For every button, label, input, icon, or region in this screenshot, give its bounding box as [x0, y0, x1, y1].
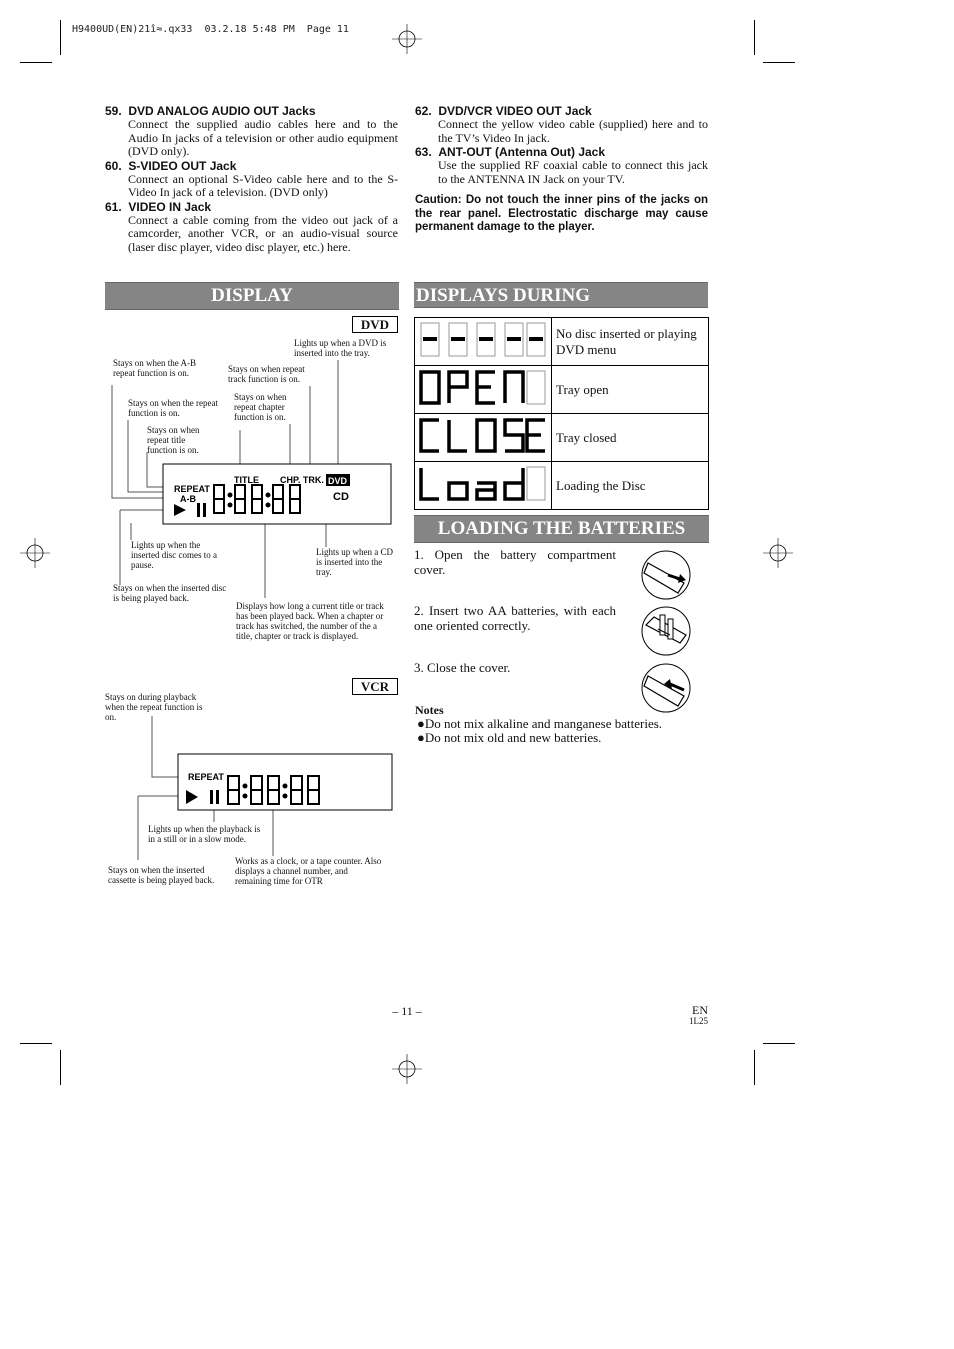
seg-load-icon: [415, 462, 551, 505]
print-slug: H9400UD(EN)21î≈.qx33 03.2.18 5:48 PM Page 11: [72, 24, 349, 35]
lcd-dvd-label: DVD: [328, 476, 348, 486]
annotation-play: Stays on when the inserted disc is being played back.: [113, 583, 227, 603]
batteries-heading: LOADING THE BATTERIES: [414, 515, 709, 543]
seg-dashes-icon: [415, 318, 551, 361]
item-title: 63. ANT-OUT (Antenna Out) Jack: [415, 145, 606, 159]
vcr-pause-icon: [210, 790, 213, 804]
state-label: Tray closed: [552, 414, 709, 462]
crop-mark: [763, 62, 795, 63]
battery-step-3: 3. Close the cover.: [414, 660, 511, 675]
lcd-cd-label: CD: [333, 491, 349, 503]
pause-icon: [197, 503, 200, 517]
crop-mark: [754, 1050, 755, 1085]
seg-close-icon: [415, 414, 551, 457]
operation-table: [414, 317, 709, 510]
lcd-ab-label: A-B: [180, 494, 196, 504]
annotation-vcr-still: Lights up when the playback is in a still or in a slow mode.: [148, 824, 261, 844]
item-60: [105, 159, 398, 200]
registration-mark-bottom: [392, 1054, 422, 1084]
item-body: Connect a cable coming from the video out jack of a camcorder, another VCR, or an audio-visual source (laser disc player, video disc player, etc.) here.: [128, 212, 398, 254]
crop-mark: [60, 1050, 61, 1085]
language-code: EN: [692, 1003, 708, 1017]
state-label: No disc inserted or playing DVD menu: [552, 318, 709, 366]
annotation-cd-tray: Lights up when a CD is inserted into the tray.: [316, 547, 393, 577]
dvd-tag: DVD: [352, 316, 398, 333]
item-62: [415, 104, 708, 145]
lcd-chp-trk-label: CHP. TRK.: [280, 475, 324, 485]
remote-close-cover-icon: [640, 662, 692, 714]
crop-mark: [763, 1043, 795, 1044]
annotation-vcr-play: Stays on when the inserted cassette is being played back.: [108, 865, 215, 885]
state-label: Tray open: [552, 366, 709, 414]
crop-mark: [20, 62, 52, 63]
jack-list-left: [105, 104, 398, 254]
segment-display: [415, 414, 552, 462]
bullet-icon: ●: [417, 730, 425, 745]
segment-display: [415, 318, 552, 366]
table-row: [415, 366, 709, 414]
crop-mark: [60, 20, 61, 55]
notes-title: Notes: [415, 703, 444, 717]
registration-mark-top: [392, 24, 422, 54]
item-59: [105, 104, 398, 159]
state-label: Loading the Disc: [552, 462, 709, 510]
item-body: Connect an optional S-Video cable here and to the S-Video In jack of a television. (DVD only): [128, 171, 398, 199]
item-title: 60. S-VIDEO OUT Jack: [105, 158, 237, 173]
page-number: – 11 –: [392, 1004, 422, 1018]
annotation-dvd-tray: Lights up when a DVD is inserted into the tray.: [294, 338, 387, 358]
crop-mark: [754, 20, 755, 55]
item-63: [415, 145, 708, 186]
lcd-title-label: TITLE: [234, 475, 259, 485]
notes-list: [417, 717, 662, 745]
annotation-title-repeat: Stays on when repeat title function is on.: [147, 425, 200, 455]
remote-open-cover-icon: [640, 549, 692, 601]
vcr-lcd-repeat-label: REPEAT: [188, 772, 224, 782]
dvd-display-panel: [100, 330, 400, 605]
jack-list-right: [415, 104, 708, 235]
item-body: Connect the yellow video cable (supplied) here and to the TV’s Video In jack.: [438, 117, 708, 145]
item-61: [105, 200, 398, 255]
table-row: [415, 414, 709, 462]
annotation-chapter-repeat: Stays on when repeat chapter function is on.: [234, 392, 287, 422]
annotation-pause: Lights up when the inserted disc comes to a pause.: [131, 540, 217, 570]
lcd-repeat-label: REPEAT: [174, 484, 210, 494]
annotation-time: Displays how long a current title or track has been played back. When a chapter or track has switched, the number of the a title, chapter or track is displayed.: [236, 601, 384, 641]
crop-mark: [20, 1043, 52, 1044]
caution-text: Caution: Do not touch the inner pins of the jacks on the rear panel. Electrostatic discharge may cause permanent damage to the player.: [415, 194, 708, 233]
annotation-ab-repeat: Stays on when the A-B repeat function is on.: [113, 358, 196, 378]
table-row: [415, 462, 709, 510]
item-body: Connect the supplied audio cables here and to the Audio In jacks of a television or other audio equipment (DVD only).: [128, 117, 398, 158]
display-heading: DISPLAY: [105, 282, 399, 310]
segment-display: [415, 366, 552, 414]
annotation-vcr-repeat: Stays on during playback when the repeat function is on.: [105, 692, 203, 722]
battery-step-1: 1. Open the battery compartment cover.: [414, 547, 616, 577]
segment-display: [415, 462, 552, 510]
document-code: 1L25: [689, 1016, 708, 1026]
registration-mark-right: [763, 538, 793, 568]
vcr-tag: VCR: [352, 678, 398, 695]
annotation-track-repeat: Stays on when repeat track function is on.: [228, 364, 305, 384]
list-item: ●Do not mix old and new batteries.: [417, 730, 602, 745]
table-row: [415, 318, 709, 366]
registration-mark-left: [20, 538, 50, 568]
seg-open-icon: [415, 366, 551, 409]
item-body: Use the supplied RF coaxial cable to connect this jack to the ANTENNA IN Jack on your TV.: [438, 158, 708, 186]
annotation-vcr-clock: Works as a clock, or a tape counter. Also displays a channel number, and remaining time for OTR: [235, 856, 382, 886]
annotation-repeat: Stays on when the repeat function is on.: [128, 398, 218, 418]
item-title: 62. DVD/VCR VIDEO OUT Jack: [415, 104, 592, 118]
bullet-icon: ●: [417, 716, 425, 731]
battery-step-2: 2. Insert two AA batteries, with each one oriented correctly.: [414, 603, 616, 633]
item-title: 61. VIDEO IN Jack: [105, 199, 212, 214]
remote-insert-batteries-icon: [640, 605, 692, 657]
vcr-display-panel: [100, 710, 400, 870]
operation-heading: DISPLAYS DURING OPERATION: [414, 282, 708, 308]
list-item: ●Do not mix alkaline and manganese batteries.: [417, 716, 663, 731]
item-title: 59. DVD ANALOG AUDIO OUT Jacks: [105, 104, 316, 118]
